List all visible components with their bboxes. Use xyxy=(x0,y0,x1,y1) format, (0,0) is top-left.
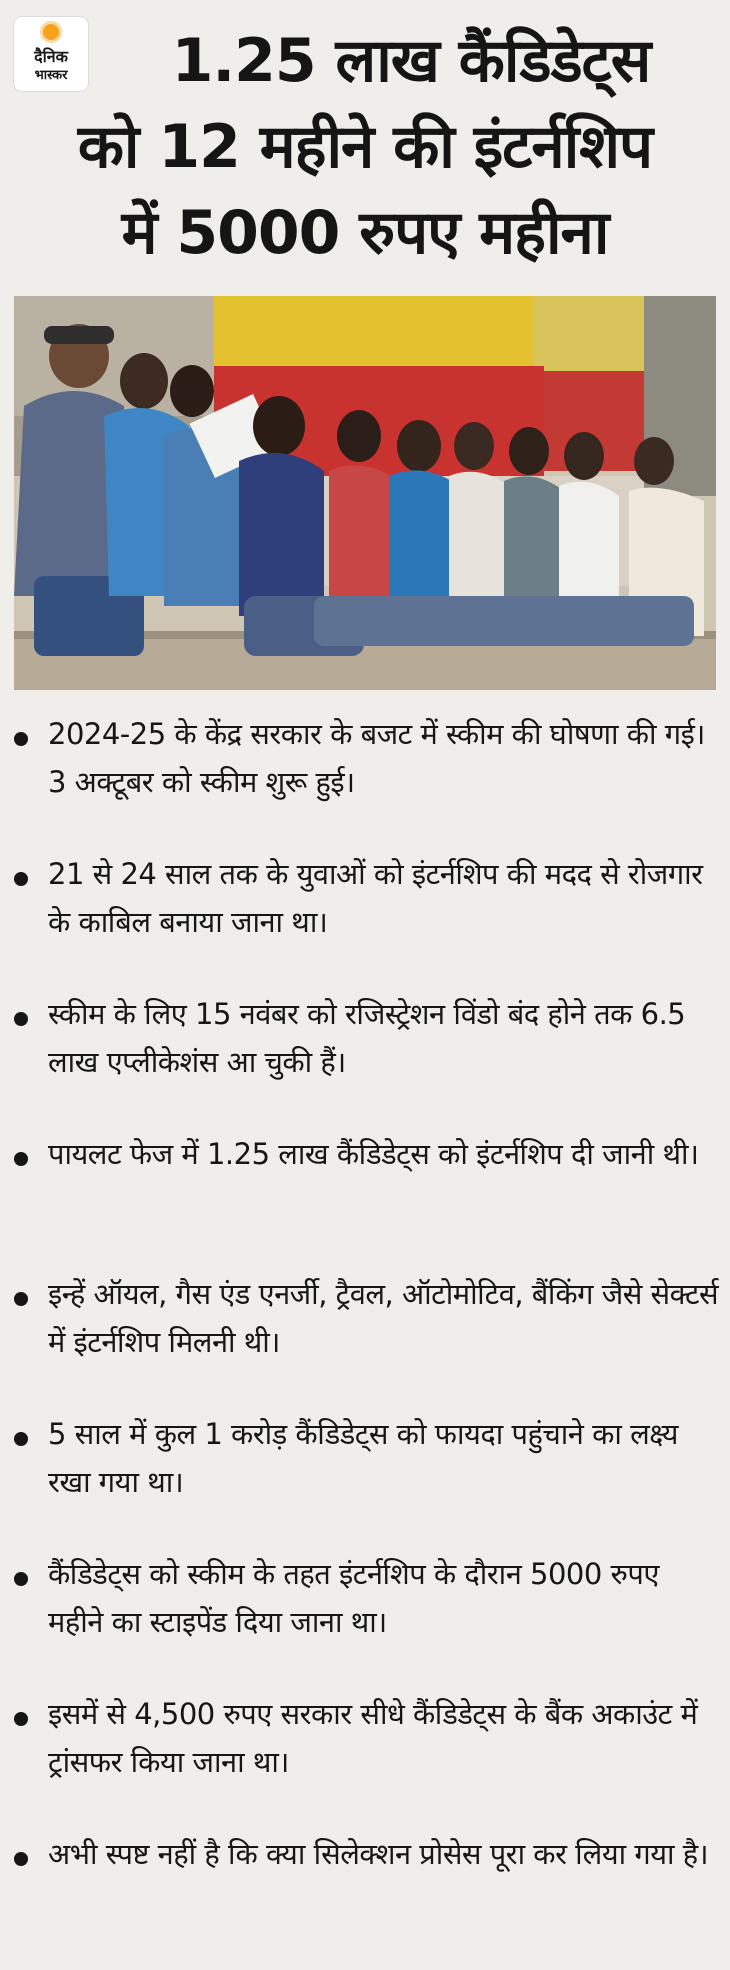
list-item xyxy=(0,1410,730,1550)
list-item xyxy=(0,990,730,1130)
students-photo xyxy=(14,296,716,690)
bullet-text: कैंडिडेट्स को स्कीम के तहत इंटर्नशिप के दौरान 5000 रुपए महीने का स्टाइपेंड दिया जाना था। xyxy=(48,1557,659,1639)
header xyxy=(0,0,730,290)
bullet-text: इसमें से 4,500 रुपए सरकार सीधे कैंडिडेट्स के बैंक अकाउंट में ट्रांसफर किया जाना था। xyxy=(48,1697,698,1779)
bullet-dot-icon xyxy=(14,1292,28,1306)
bullet-text: स्कीम के लिए 15 नवंबर को रजिस्ट्रेशन विंडो बंद होने तक 6.5 लाख एप्लीकेशंस आ चुकी हैं। xyxy=(48,997,686,1079)
headline xyxy=(0,18,730,276)
bullet-text: इन्हें ऑयल, गैस एंड एनर्जी, ट्रैवल, ऑटोमोटिव, बैंकिंग जैसे सेक्टर्स में इंटर्नशिप मिलनी थी। xyxy=(48,1277,719,1359)
bullet-text: 2024-25 के केंद्र सरकार के बजट में स्कीम की घोषणा की गई। 3 अक्टूबर को स्कीम शुरू हुई। xyxy=(48,717,705,799)
list-item xyxy=(0,1830,730,1970)
list-item xyxy=(0,710,730,850)
bullet-dot-icon xyxy=(14,1712,28,1726)
bullet-dot-icon xyxy=(14,872,28,886)
students-photo-illustration xyxy=(14,296,716,690)
bullet-dot-icon xyxy=(14,1432,28,1446)
logo-text-line1: दैनिक xyxy=(34,47,68,66)
bullet-dot-icon xyxy=(14,732,28,746)
bullet-dot-icon xyxy=(14,1852,28,1866)
list-item xyxy=(0,1550,730,1690)
bullet-dot-icon xyxy=(14,1012,28,1026)
logo-text-line2: भास्कर xyxy=(34,68,68,83)
headline-line-1: 1.25 लाख कैंडिडेट्स xyxy=(171,26,651,96)
list-item xyxy=(0,850,730,990)
bullet-text: पायलट फेज में 1.25 लाख कैंडिडेट्स को इंटर्नशिप दी जानी थी। xyxy=(48,1137,699,1171)
bullet-dot-icon xyxy=(14,1572,28,1586)
headline-line-2: को 12 महीने की इंटर्नशिप xyxy=(77,112,653,182)
list-item xyxy=(0,1130,730,1270)
bullet-dot-icon xyxy=(14,1152,28,1166)
list-item xyxy=(0,1270,730,1410)
bullet-text: अभी स्पष्ट नहीं है कि क्या सिलेक्शन प्रोसेस पूरा कर लिया गया है। xyxy=(48,1837,709,1871)
bullet-text: 5 साल में कुल 1 करोड़ कैंडिडेट्स को फायदा पहुंचाने का लक्ष्य रखा गया था। xyxy=(48,1417,678,1499)
bullet-list xyxy=(0,710,730,1970)
headline-line-3: में 5000 रुपए महीना xyxy=(121,198,609,268)
list-item xyxy=(0,1690,730,1830)
bullet-text: 21 से 24 साल तक के युवाओं को इंटर्नशिप की मदद से रोजगार के काबिल बनाया जाना था। xyxy=(48,857,703,939)
